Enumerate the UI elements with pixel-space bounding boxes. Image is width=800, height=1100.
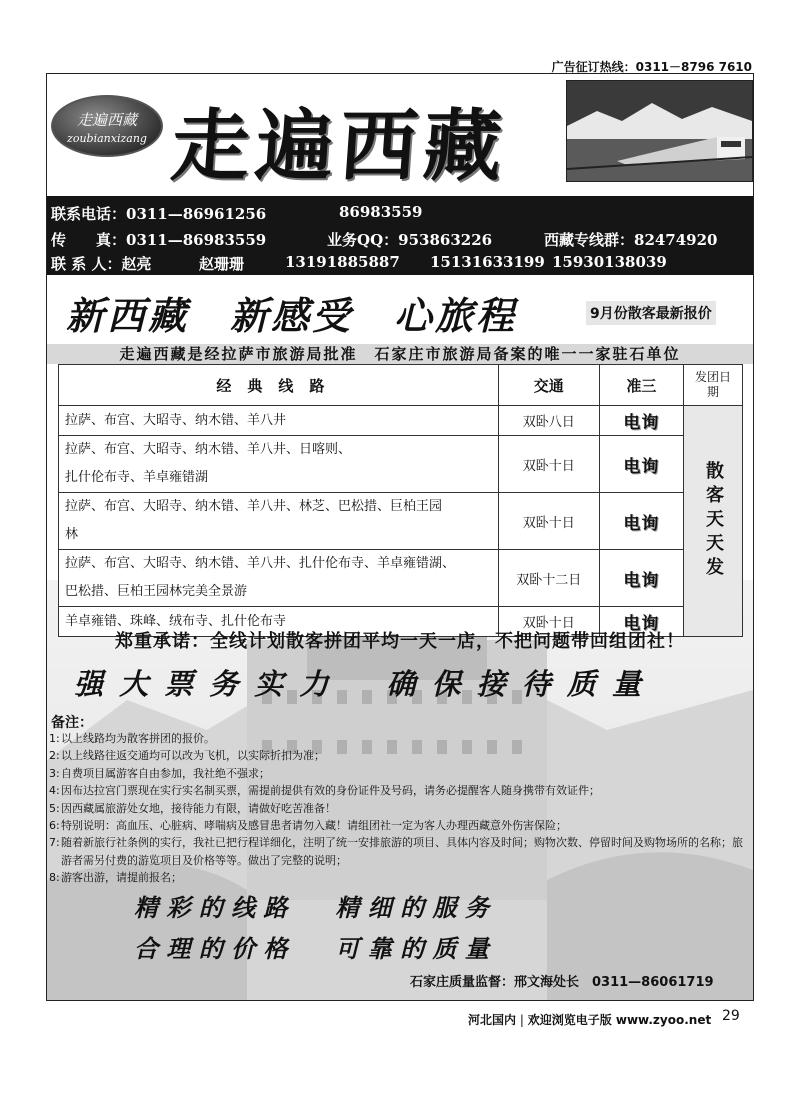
- motto-line-1: 精 彩 的 线 路 精 细 的 服 务: [134, 893, 489, 922]
- header-price: 准三: [599, 365, 683, 406]
- mobile-3: 15930138039: [552, 253, 667, 271]
- strength-slogan: 强 大 票 务 实 力 确 保 接 待 质 量: [74, 667, 641, 701]
- phone-label: 联系电话：0311—86961256: [51, 205, 267, 223]
- logo-text-pinyin: zoubianxizang: [67, 132, 147, 145]
- price-cell: 电询: [599, 436, 683, 493]
- footer-section: 河北国内: [468, 1013, 517, 1027]
- route-cell: 拉萨、布宫、大昭寺、纳木错、羊八井、林芝、巴松措、巨柏王园 林: [59, 493, 499, 550]
- header-transport: 交通: [498, 365, 599, 406]
- table-row: [59, 436, 743, 493]
- list-item: 8: 游客出游，请提前报名；: [49, 871, 182, 885]
- table-row: [59, 493, 743, 550]
- promise-statement: 郑重承诺：全线计划散客拼团平均一天一店，不把问题带回组团社！: [115, 631, 685, 652]
- list-item: 3: 自费项目属游客自由参加，我社绝不强求；: [49, 766, 270, 780]
- header-depart-date: 发团日期: [683, 365, 742, 406]
- phone-2: 86983559: [339, 203, 423, 221]
- depart-cell: [683, 406, 742, 637]
- price-note: 9月份散客最新报价: [586, 301, 716, 325]
- group-label: 西藏专线群：82474920: [544, 231, 718, 249]
- motto-line-2: 合 理 的 价 格 可 靠 的 质 量: [134, 934, 489, 963]
- train-photo: [566, 80, 753, 182]
- transport-cell: 双卧十日: [498, 436, 599, 493]
- price-cell: 电询: [599, 550, 683, 607]
- route-price-table: [58, 364, 743, 637]
- brand-logo: [51, 95, 163, 157]
- table-row: [59, 550, 743, 607]
- person-2: 赵珊珊: [199, 255, 245, 273]
- route-cell: 拉萨、布宫、大昭寺、纳木错、羊八井、扎什伦布寺、羊卓雍错湖、 巴松措、巨柏王园林完美全景游: [59, 550, 499, 607]
- list-item: 4: 因布达拉宫门票现在实行实名制买票，需提前提供有效的身份证件及号码，请务必提醒客人随身携带有效证件；: [49, 784, 600, 798]
- approval-statement: 走遍西藏是经拉萨市旅游局批准 石家庄市旅游局备案的唯一一家驻石单位: [47, 344, 753, 364]
- notes-list: [49, 730, 749, 887]
- list-item: 6: 特别说明：高血压、心脏病、哮喘病及感冒患者请勿入藏！请组团社一定为客人办理西藏意外伤害保险；: [49, 819, 567, 833]
- list-item: 7: 随着新旅行社条例的实行，我社已把行程详细化，注明了统一安排旅游的项目、具体内容及时间；购物次数、停留时间及购物场所的名称；旅游者需另付费的游览项目及价格等等。做出了完整的说明；: [49, 836, 743, 867]
- transport-cell: 双卧十日: [498, 607, 599, 637]
- route-cell: 拉萨、布宫、大昭寺、纳木错、羊八井、日喀则、 扎什伦布寺、羊卓雍错湖: [59, 436, 499, 493]
- contact-block: [47, 196, 753, 275]
- price-cell: 电询: [599, 493, 683, 550]
- list-item: 2: 以上线路往返交通均可以改为飞机，以实际折扣为准；: [49, 749, 325, 763]
- price-cell: 电询: [599, 406, 683, 436]
- mobile-2: 15131633199: [430, 253, 545, 271]
- ad-hotline: 广告征订热线：0311－8796 7610: [551, 60, 752, 74]
- quality-supervision: 石家庄质量监督：邢文海处长 0311—86061719: [410, 975, 714, 990]
- header-route: 经典线路: [59, 365, 499, 406]
- price-cell: 电询: [599, 607, 683, 637]
- notes-title: 备注：: [51, 715, 93, 731]
- mobile-1: 13191885887: [285, 253, 400, 271]
- transport-cell: 双卧十日: [498, 493, 599, 550]
- footer: [468, 1011, 711, 1028]
- list-item: 1: 以上线路均为散客拼团的报价。: [49, 732, 215, 745]
- table-row: [59, 406, 743, 436]
- transport-cell: 双卧十二日: [498, 550, 599, 607]
- footer-divider: |: [519, 1013, 528, 1027]
- route-cell: 拉萨、布宫、大昭寺、纳木错、羊八井: [59, 406, 499, 436]
- qq-label: 业务QQ：953863226: [327, 231, 493, 249]
- table-header-row: [59, 365, 743, 406]
- fax-label: 传 真：0311—86983559: [51, 231, 267, 249]
- route-cell: 羊卓雍错、珠峰、绒布寺、扎什伦布寺: [59, 607, 499, 637]
- page-number: 29: [722, 1008, 740, 1024]
- brand-title: 走遍西藏: [168, 101, 511, 192]
- logo-text-cn: 走遍西藏: [76, 111, 137, 129]
- footer-website: 欢迎浏览电子版 www.zyoo.net: [527, 1013, 712, 1027]
- transport-cell: 双卧八日: [498, 406, 599, 436]
- depart-text: 散客天天发: [702, 461, 724, 581]
- person-label: 联 系 人：赵亮: [51, 255, 152, 273]
- list-item: 5: 因西藏属旅游处女地，接待能力有限，请做好吃苦准备！: [49, 801, 336, 815]
- slogan: 新西藏 新感受 心旅程: [66, 293, 518, 338]
